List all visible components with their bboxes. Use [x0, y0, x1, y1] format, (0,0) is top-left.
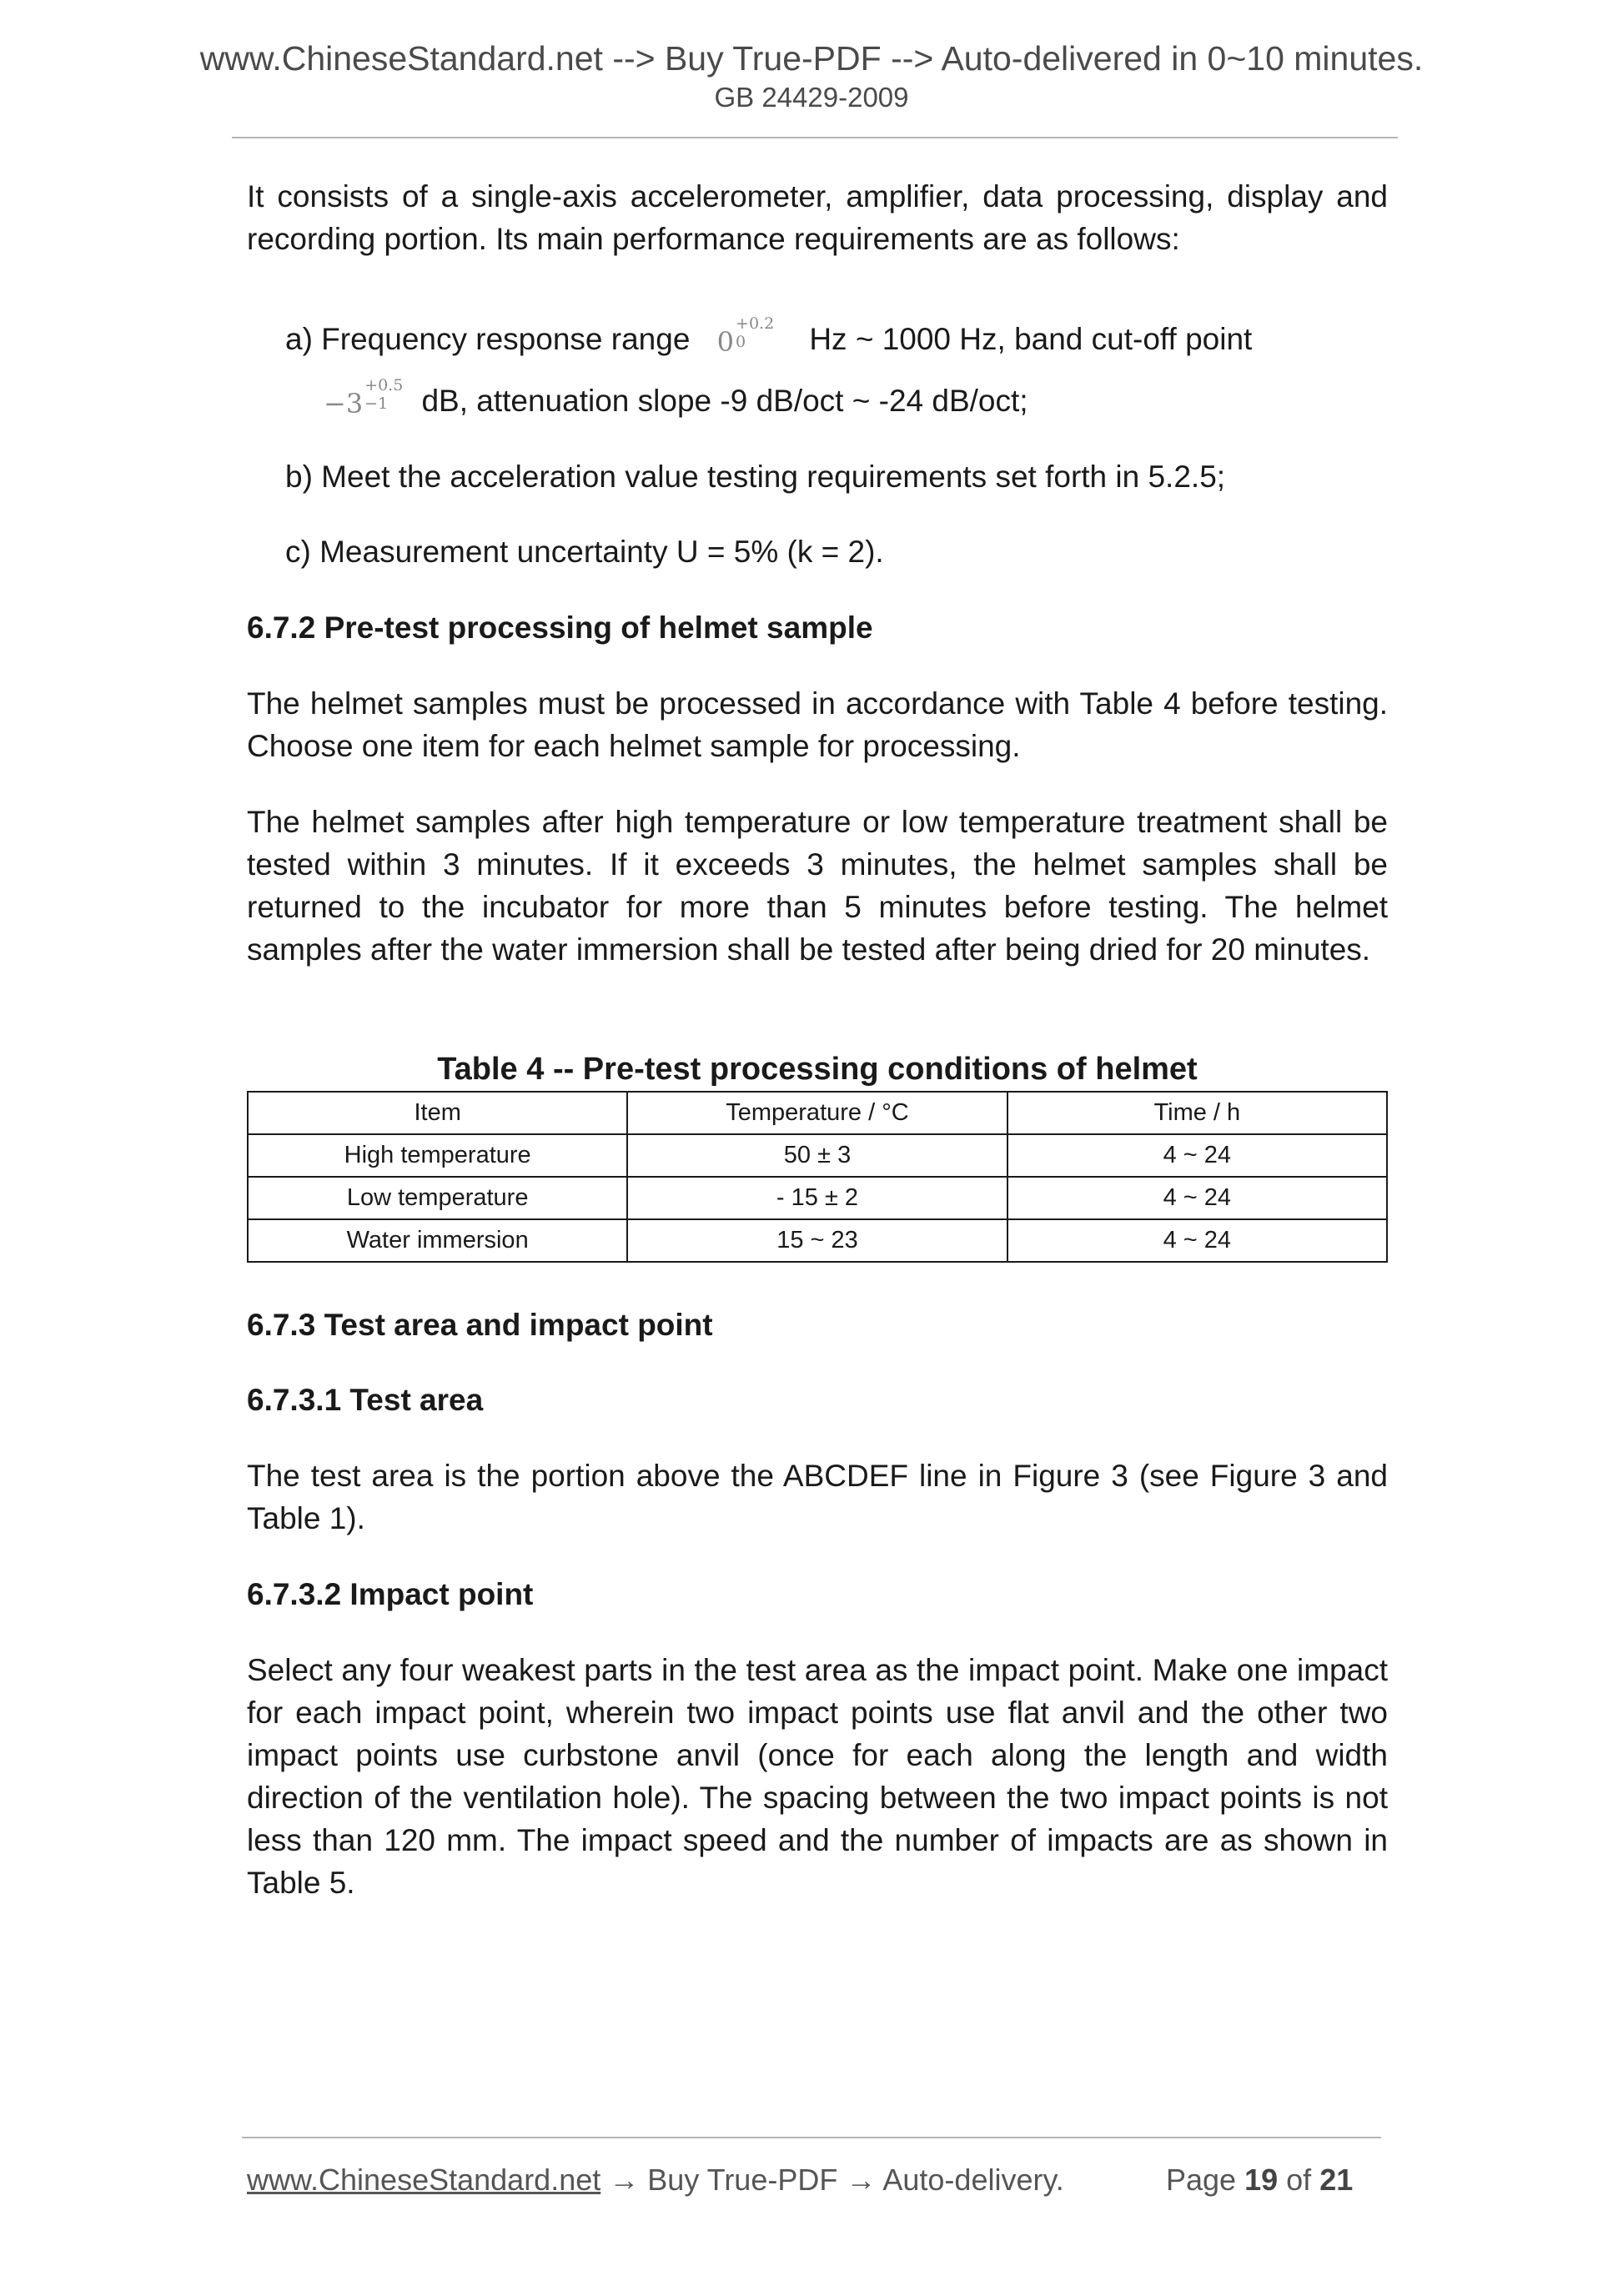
- table-cell: 50 ± 3: [627, 1134, 1007, 1177]
- heading-6-7-3-2: 6.7.3.2 Impact point: [247, 1577, 534, 1611]
- of-label: of: [1286, 2163, 1312, 2197]
- list-item-a: [285, 314, 1388, 364]
- heading-6-7-2: 6.7.2 Pre-test processing of helmet sample: [247, 610, 873, 645]
- total-pages: 21: [1319, 2163, 1354, 2197]
- table-4-title: Table 4 -- Pre-test processing conditions of helmet: [437, 1052, 1198, 1087]
- list-item-a-continued: [324, 375, 1388, 425]
- table-row: [248, 1219, 1387, 1262]
- footer-divider: [242, 2137, 1381, 2138]
- table-header-cell: Item: [248, 1092, 627, 1134]
- intro-paragraph: It consists of a single-axis accelerometer, amplifier, data processing, display and recording portion. Its main performance requirements are as follows:: [247, 179, 1388, 256]
- arrow-right-icon: →: [846, 2163, 877, 2197]
- table-cell: Low temperature: [248, 1177, 627, 1219]
- list-item-a-suffix: dB, attenuation slope -9 dB/oct ~ -24 dB/oct;: [421, 384, 1028, 418]
- footer-buy-text: Buy True-PDF: [647, 2163, 838, 2197]
- table-cell: 4 ~ 24: [1007, 1177, 1387, 1219]
- document-id: GB 24429-2009: [714, 82, 909, 113]
- table-row: [248, 1177, 1387, 1219]
- table-cell: 4 ~ 24: [1007, 1134, 1387, 1177]
- table-header-row: [248, 1092, 1387, 1134]
- table-4: [247, 1091, 1388, 1263]
- header-divider: [232, 137, 1398, 138]
- tolerance-frequency: 0 +0.2 0: [716, 314, 775, 358]
- footer-delivery-text: Auto-delivery.: [882, 2163, 1064, 2197]
- table-cell: 4 ~ 24: [1007, 1219, 1387, 1262]
- table-cell: 15 ~ 23: [627, 1219, 1007, 1262]
- table-cell: Water immersion: [248, 1219, 627, 1262]
- list-item-a-prefix: a) Frequency response range: [285, 322, 691, 356]
- page-number: [1166, 2165, 1353, 2195]
- header-banner: www.ChineseStandard.net --> Buy True-PDF --> Auto-delivered in 0~10 minutes.: [199, 39, 1424, 78]
- current-page: 19: [1244, 2163, 1279, 2197]
- arrow-right-icon: →: [609, 2163, 640, 2197]
- list-item-a-mid: Hz ~ 1000 Hz, band cut-off point: [809, 322, 1253, 356]
- table-header-cell: Time / h: [1007, 1092, 1387, 1134]
- paragraph-6-7-3-2: Select any four weakest parts in the test area as the impact point. Make one impact for each impact point, wherein two impact points use flat anvil and the other two impact points use curbstone anvil (once for each along the length and width direction of the ventilation hole). The spacing between the two impact points is not less than 120 mm. The impact speed and the number of impacts are as shown in Table 5.: [247, 1653, 1388, 1900]
- paragraph-6-7-3-1: The test area is the portion above the ABCDEF line in Figure 3 (see Figure 3 and Table 1).: [247, 1459, 1388, 1535]
- footer-site-link[interactable]: www.ChineseStandard.net: [247, 2163, 601, 2197]
- table-row: [248, 1134, 1387, 1177]
- page-label: Page: [1166, 2163, 1237, 2197]
- tolerance-cutoff: −3 +0.5 −1: [324, 375, 404, 420]
- list-item-c: c) Measurement uncertainty U = 5% (k = 2).: [285, 535, 884, 569]
- paragraph-6-7-2-a: The helmet samples must be processed in accordance with Table 4 before testing. Choose one item for each helmet sample for processing.: [247, 686, 1388, 763]
- heading-6-7-3-1: 6.7.3.1 Test area: [247, 1383, 484, 1417]
- table-cell: - 15 ± 2: [627, 1177, 1007, 1219]
- table-header-cell: Temperature / °C: [627, 1092, 1007, 1134]
- table-cell: High temperature: [248, 1134, 627, 1177]
- footer-left: [247, 2165, 1064, 2195]
- paragraph-6-7-2-b: The helmet samples after high temperature or low temperature treatment shall be tested within 3 minutes. If it exceeds 3 minutes, the helmet samples shall be returned to the incubator for more than 5 minutes before testing. The helmet samples after the water immersion shall be tested after being dried for 20 minutes.: [247, 805, 1388, 967]
- list-item-b: b) Meet the acceleration value testing requirements set forth in 5.2.5;: [285, 460, 1226, 494]
- heading-6-7-3: 6.7.3 Test area and impact point: [247, 1308, 713, 1342]
